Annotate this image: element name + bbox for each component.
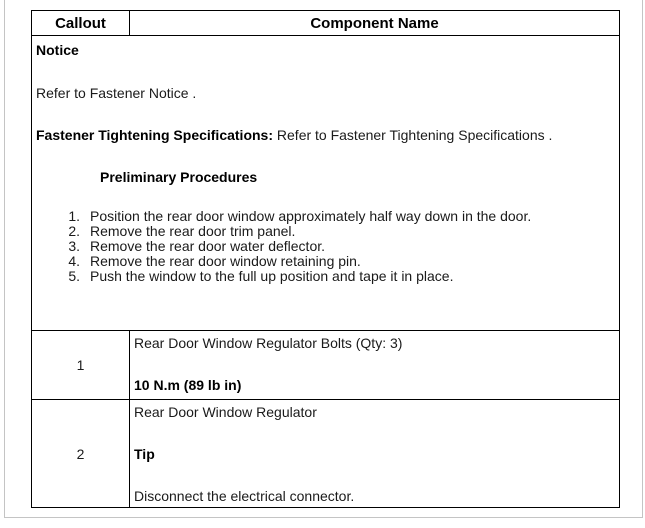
procedure-step xyxy=(36,254,531,269)
component-name: Rear Door Window Regulator xyxy=(134,404,317,420)
step-text: Remove the rear door trim panel. xyxy=(90,223,296,239)
torque-value: 10 N.m (89 lb in) xyxy=(134,377,242,393)
step-number: 1. xyxy=(68,208,80,224)
step-text: Push the window to the full up position and tape it in place. xyxy=(90,268,454,284)
step-text: Remove the rear door water deflector. xyxy=(90,238,326,254)
procedure-steps xyxy=(36,209,531,284)
table-row xyxy=(32,400,620,508)
component-table xyxy=(31,10,620,508)
procedure-step xyxy=(36,269,531,284)
step-text: Position the rear door window approximately half way down in the door. xyxy=(90,208,532,224)
step-number: 3. xyxy=(68,238,80,254)
step-number: 5. xyxy=(68,268,80,284)
fastener-spec-text: Refer to Fastener Tightening Specifications . xyxy=(273,127,553,143)
notice-row xyxy=(32,36,620,331)
procedure-step xyxy=(36,239,531,254)
fastener-spec-line xyxy=(36,127,552,143)
step-text: Remove the rear door window retaining pin. xyxy=(90,253,361,269)
component-cell xyxy=(130,331,620,400)
step-number: 2. xyxy=(68,223,80,239)
callout-number: 2 xyxy=(32,400,130,508)
callout-number: 1 xyxy=(32,331,130,400)
header-component-name: Component Name xyxy=(130,11,620,36)
procedure-step xyxy=(36,224,531,239)
component-name: Rear Door Window Regulator Bolts (Qty: 3) xyxy=(134,335,403,351)
header-callout: Callout xyxy=(32,11,130,36)
tip-label: Tip xyxy=(134,446,155,462)
tip-text: Disconnect the electrical connector. xyxy=(134,488,355,504)
notice-cell xyxy=(32,36,620,331)
step-number: 4. xyxy=(68,253,80,269)
component-cell xyxy=(130,400,620,508)
preliminary-procedures-heading: Preliminary Procedures xyxy=(100,169,258,185)
table-row xyxy=(32,331,620,400)
table-header-row xyxy=(32,11,620,36)
notice-text: Refer to Fastener Notice . xyxy=(36,85,197,101)
fastener-spec-label: Fastener Tightening Specifications: xyxy=(36,127,274,143)
procedure-step xyxy=(36,209,531,224)
notice-title: Notice xyxy=(36,42,79,58)
